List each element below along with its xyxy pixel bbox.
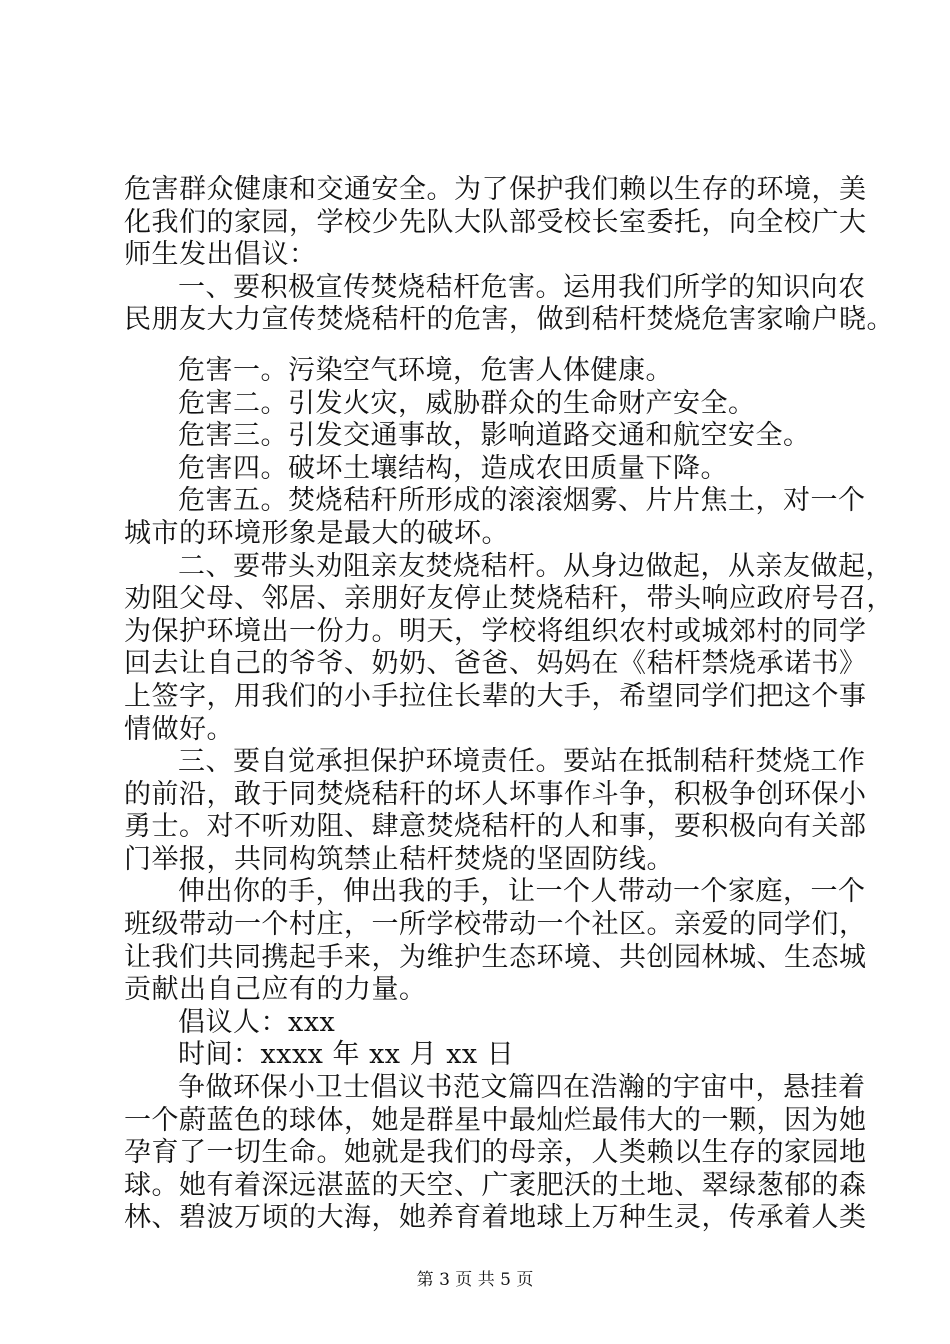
text-line: 危害群众健康和交通安全。为了保护我们赖以生存的环境，美 [124,174,867,205]
text-line: 化我们的家园，学校少先队大队部受校长室委托，向全校广大 [124,206,867,238]
text-line: 门举报，共同构筑禁止秸杆焚烧的坚固防线。 [124,843,674,875]
text-line: 上签字，用我们的小手拉住长辈的大手，希望同学们把这个事 [124,680,867,712]
text-line: 球。她有着深远湛蓝的天空、广袤肥沃的土地、翠绿葱郁的森 [124,1169,867,1201]
harm-item-1: 危害一。污染空气环境，危害人体健康。 [178,354,673,386]
harm-item-3: 危害三。引发交通事故，影响道路交通和航空安全。 [178,420,811,452]
text-line: 勇士。对不听劝阻、肆意焚烧秸杆的人和事，要积极向有关部 [124,811,867,843]
text-line: 回去让自己的爷爷、奶奶、爸爸、妈妈在《秸杆禁烧承诺书》 [124,648,867,680]
text-line: 班级带动一个村庄，一所学校带动一个社区。亲爱的同学们， [124,909,867,941]
page-number-footer: 第 3 页 共 5 页 [416,1270,534,1290]
text-line: 劝阻父母、邻居、亲朋好友停止焚烧秸秆，带头响应政府号召， [124,583,894,615]
initiator-line: 倡议人：xxx [178,1006,336,1038]
harm-item-2: 危害二。引发火灾，威胁群众的生命财产安全。 [178,387,756,419]
text-line: 一个蔚蓝色的球体，她是群星中最灿烂最伟大的一颗，因为她 [124,1104,867,1136]
harm-item-4: 危害四。破坏土壤结构，造成农田质量下降。 [178,452,728,484]
date-line: 时间：xxxx 年 xx 月 xx 日 [178,1039,515,1071]
text-line: 让我们共同携起手来，为维护生态环境、共创园林城、生态城 [124,941,867,973]
section-two-heading: 二、要带头劝阻亲友焚烧秸杆。从身边做起，从亲友做起， [178,550,893,582]
text-line: 孕育了一切生命。她就是我们的母亲，人类赖以生存的家园地 [124,1137,867,1169]
text-line: 的前沿，敢于同焚烧秸秆的坏人坏事作斗争，积极争创环保小 [124,778,867,810]
text-line: 林、碧波万顷的大海，她养育着地球上万种生灵，传承着人类 [124,1202,867,1234]
text-line: 贡献出自己应有的力量。 [124,974,427,1006]
text-line: 情做好。 [124,713,234,745]
section-three-heading: 三、要自觉承担保护环境责任。要站在抵制秸秆焚烧工作 [178,746,866,778]
section-one-heading: 一、要积极宣传焚烧秸杆危害。运用我们所学的知识向农 [178,271,866,303]
text-line: 为保护环境出一份力。明天，学校将组织农村或城郊村的同学 [124,615,867,647]
text-line: 城市的环境形象是最大的破坏。 [124,517,509,549]
article-four-start: 争做环保小卫士倡议书范文篇四在浩瀚的宇宙中，悬挂着 [178,1072,866,1104]
paragraph-gap [124,337,836,355]
text-line: 民朋友大力宣传焚烧秸杆的危害，做到秸杆焚烧危害家喻户晓。 [124,304,894,336]
text-line: 师生发出倡议： [124,239,317,271]
harm-item-5: 危害五。焚烧秸秆所形成的滚滚烟雾、片片焦土，对一个 [178,485,866,517]
document-body [124,174,894,1235]
closing-paragraph-start: 伸出你的手，伸出我的手，让一个人带动一个家庭，一个 [178,876,866,908]
